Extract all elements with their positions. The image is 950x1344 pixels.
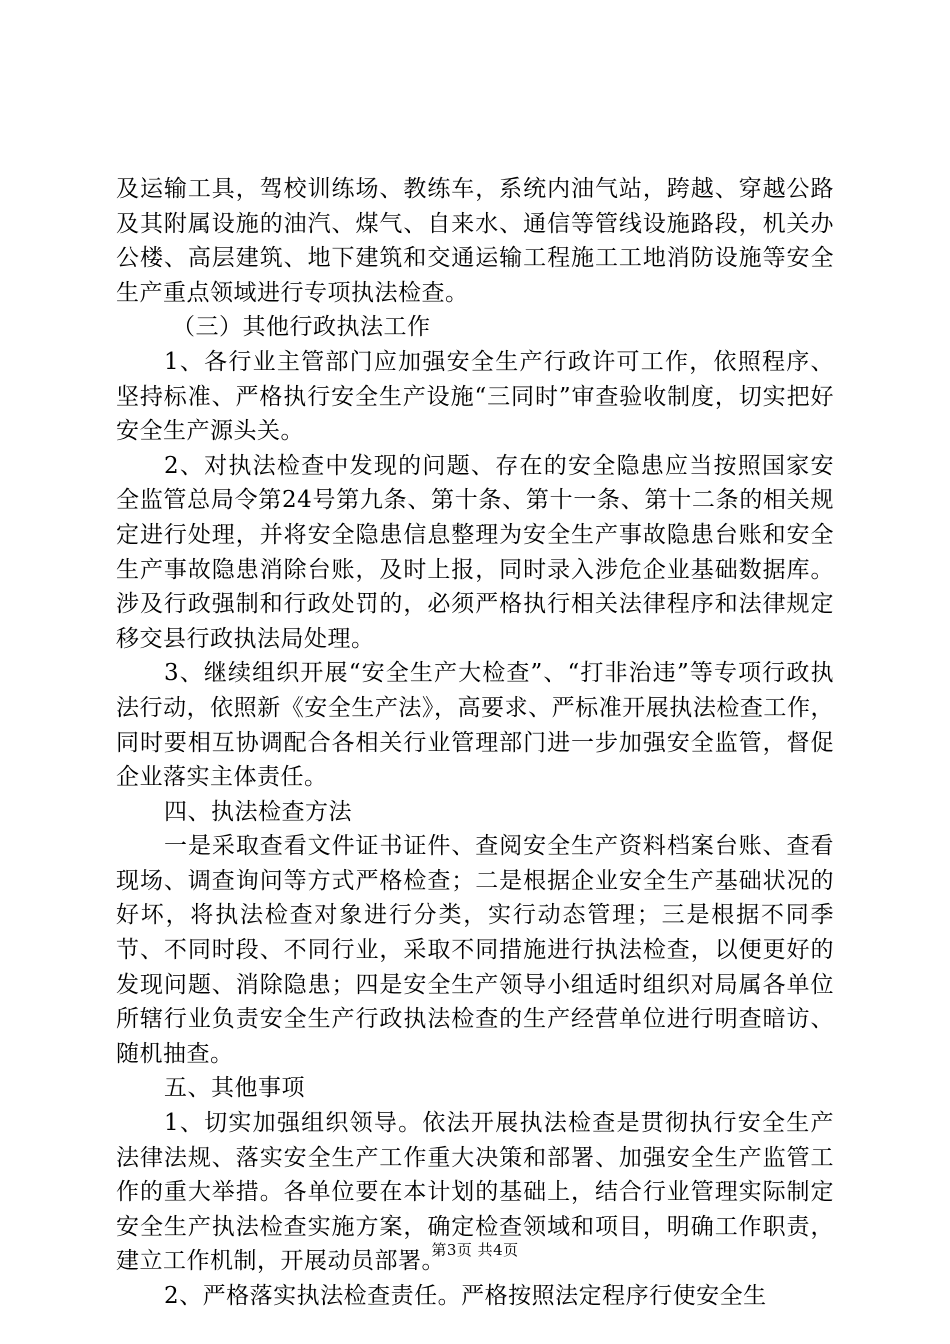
paragraph-organization-leadership: 1、切实加强组织领导。依法开展执法检查是贯彻执行安全生产法律法规、落实安全生产工作重大决策和部署、加强安全生产监管工作的重大举措。各单位要在本计划的基础上，结合行业管理实际制定安全生产执法检查实施方案，确定检查领域和项目，明确工作职责，建立工作机制，开展动员部署。 xyxy=(116,1110,834,1275)
subsection-heading-other-enforcement: （三）其他行政执法工作 xyxy=(172,314,431,341)
paragraph-inspection-methods: 一是采取查看文件证书证件、查阅安全生产资料档案台账、查看现场、调查询问等方式严格检查；二是根据企业安全生产基础状况的好坏，将执法检查对象进行分类，实行动态管理；三是根据不同季节、不同时段、不同行业，采取不同措施进行执法检查，以便更好的发现问题、消除隐患；四是安全生产领导小组适时组织对局属各单位所辖行业负责安全生产行政执法检查的生产经营单位进行明查暗访、随机抽查。 xyxy=(116,833,834,1067)
page-footer: 第3页 共4页 xyxy=(431,1241,519,1259)
paragraph-item-1-licensing: 1、各行业主管部门应加强安全生产行政许可工作，依照程序、坚持标准、严格执行安全生产设施“三同时”审查验收制度，切实把好安全生产源头关。 xyxy=(116,348,834,445)
paragraph-continuation: 及运输工具，驾校训练场、教练车，系统内油气站，跨越、穿越公路及其附属设施的油汽、煤气、自来水、通信等管线设施路段，机关办公楼、高层建筑、地下建筑和交通运输工程施工工地消防设施等安全生产重点领域进行专项执法检查。 xyxy=(116,176,834,306)
document-body xyxy=(116,172,834,1314)
section-heading-other-matters: 五、其他事项 xyxy=(164,1075,305,1102)
paragraph-item-2-hazard-handling: 2、对执法检查中发现的问题、存在的安全隐患应当按照国家安全监管总局令第24号第九条、第十条、第十一条、第十二条的相关规定进行处理，并将安全隐患信息整理为安全生产事故隐患台账和安全生产事故隐患消除台账，及时上报，同时录入涉危企业基础数据库。涉及行政强制和行政处罚的，必须严格执行相关法律程序和法律规定移交县行政执法局处理。 xyxy=(116,452,834,652)
paragraph-inspection-responsibility: 2、严格落实执法检查责任。严格按照法定程序行使安全生 xyxy=(164,1283,767,1309)
paragraph-item-3-special-actions: 3、继续组织开展“安全生产大检查”、“打非治违”等专项行政执法行动，依照新《安全生产法》，高要求、严标准开展执法检查工作，同时要相互协调配合各相关行业管理部门进一步加强安全监管，督促企业落实主体责任。 xyxy=(116,660,834,791)
section-heading-inspection-methods: 四、执法检查方法 xyxy=(164,798,352,825)
